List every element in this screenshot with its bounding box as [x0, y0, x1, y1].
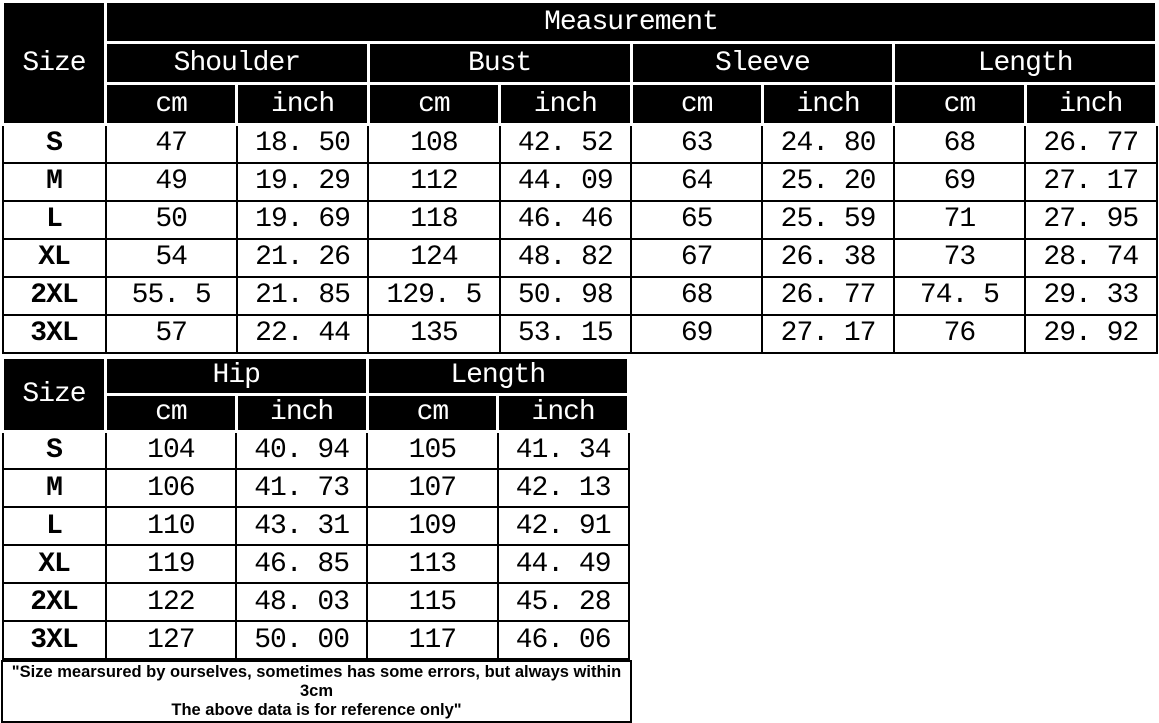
hip-length-table-body — [3, 431, 629, 659]
group-header-length: Length — [894, 43, 1157, 84]
table-cell: 45. 28 — [498, 583, 629, 621]
header-row-groups — [3, 43, 1157, 84]
footnote — [1, 660, 632, 723]
unit-header: inch — [498, 394, 629, 431]
size-row-label: M — [3, 163, 106, 201]
table-row — [3, 125, 1157, 163]
unit-header: cm — [106, 394, 237, 431]
table-cell: 110 — [106, 507, 237, 545]
table-cell: 19. 29 — [237, 163, 368, 201]
table-cell: 113 — [367, 545, 498, 583]
table-cell: 74. 5 — [894, 277, 1025, 315]
table-cell: 108 — [368, 125, 499, 163]
table-cell: 50 — [106, 201, 237, 239]
table-cell: 26. 38 — [762, 239, 893, 277]
table-cell: 119 — [106, 545, 237, 583]
table-cell: 55. 5 — [106, 277, 237, 315]
group-header-hip: Hip — [106, 357, 368, 394]
table-cell: 47 — [106, 125, 237, 163]
table-cell: 46. 06 — [498, 621, 629, 659]
table-cell: 124 — [368, 239, 499, 277]
table-cell: 135 — [368, 315, 499, 353]
measurement-table — [1, 0, 1158, 354]
table-cell: 28. 74 — [1025, 239, 1156, 277]
table-cell: 65 — [631, 201, 762, 239]
table-row — [3, 431, 629, 469]
table-row — [3, 315, 1157, 353]
size-row-label: L — [3, 201, 106, 239]
table-cell: 48. 03 — [236, 583, 367, 621]
group-header-shoulder: Shoulder — [106, 43, 369, 84]
unit-header: cm — [367, 394, 498, 431]
table-cell: 76 — [894, 315, 1025, 353]
size-corner-header: Size — [3, 2, 106, 125]
unit-header: cm — [894, 84, 1025, 125]
unit-header: inch — [762, 84, 893, 125]
table-cell: 127 — [106, 621, 237, 659]
table-cell: 129. 5 — [368, 277, 499, 315]
table-cell: 42. 91 — [498, 507, 629, 545]
table-cell: 40. 94 — [236, 431, 367, 469]
size-row-label: 3XL — [3, 621, 106, 659]
measurement-table-header — [3, 2, 1157, 125]
table-cell: 53. 15 — [500, 315, 631, 353]
table-cell: 44. 49 — [498, 545, 629, 583]
size-row-label: 3XL — [3, 315, 106, 353]
table-row — [3, 469, 629, 507]
unit-header: cm — [368, 84, 499, 125]
header-row-groups — [3, 357, 629, 394]
table-cell: 46. 46 — [500, 201, 631, 239]
table-cell: 25. 20 — [762, 163, 893, 201]
table-cell: 46. 85 — [236, 545, 367, 583]
table-cell: 117 — [367, 621, 498, 659]
table-cell: 42. 52 — [500, 125, 631, 163]
table-cell: 27. 95 — [1025, 201, 1156, 239]
size-corner-header: Size — [3, 357, 106, 431]
size-row-label: S — [3, 431, 106, 469]
table-cell: 107 — [367, 469, 498, 507]
footnote-line-2: The above data is for reference only" — [171, 701, 462, 719]
table-cell: 41. 73 — [236, 469, 367, 507]
table-cell: 50. 00 — [236, 621, 367, 659]
table-cell: 57 — [106, 315, 237, 353]
table-cell: 22. 44 — [237, 315, 368, 353]
group-header-sleeve: Sleeve — [631, 43, 894, 84]
table-cell: 69 — [631, 315, 762, 353]
group-header-bust: Bust — [368, 43, 631, 84]
header-row-title — [3, 2, 1157, 43]
size-row-label: S — [3, 125, 106, 163]
table-cell: 19. 69 — [237, 201, 368, 239]
table-cell: 29. 92 — [1025, 315, 1156, 353]
table-cell: 21. 26 — [237, 239, 368, 277]
table-cell: 25. 59 — [762, 201, 893, 239]
table-cell: 27. 17 — [762, 315, 893, 353]
unit-header: inch — [500, 84, 631, 125]
unit-header: cm — [106, 84, 237, 125]
table-cell: 27. 17 — [1025, 163, 1156, 201]
table-cell: 44. 09 — [500, 163, 631, 201]
table-cell: 67 — [631, 239, 762, 277]
table-row — [3, 545, 629, 583]
size-row-label: L — [3, 507, 106, 545]
table-cell: 43. 31 — [236, 507, 367, 545]
size-row-label: XL — [3, 545, 106, 583]
table-row — [3, 621, 629, 659]
table-cell: 69 — [894, 163, 1025, 201]
table-row — [3, 201, 1157, 239]
unit-header: cm — [631, 84, 762, 125]
table-cell: 29. 33 — [1025, 277, 1156, 315]
table-cell: 63 — [631, 125, 762, 163]
table-cell: 118 — [368, 201, 499, 239]
table-cell: 106 — [106, 469, 237, 507]
measurement-title: Measurement — [106, 2, 1157, 43]
table-cell: 112 — [368, 163, 499, 201]
size-row-label: M — [3, 469, 106, 507]
header-row-units — [3, 84, 1157, 125]
table-cell: 18. 50 — [237, 125, 368, 163]
table-cell: 49 — [106, 163, 237, 201]
table-row — [3, 583, 629, 621]
table-cell: 48. 82 — [500, 239, 631, 277]
table-row — [3, 239, 1157, 277]
table-cell: 109 — [367, 507, 498, 545]
table-cell: 68 — [894, 125, 1025, 163]
table-cell: 64 — [631, 163, 762, 201]
table-cell: 105 — [367, 431, 498, 469]
table-cell: 122 — [106, 583, 237, 621]
table-cell: 73 — [894, 239, 1025, 277]
hip-length-table — [1, 356, 630, 661]
table-cell: 24. 80 — [762, 125, 893, 163]
table-row — [3, 277, 1157, 315]
table-row — [3, 507, 629, 545]
table-cell: 68 — [631, 277, 762, 315]
unit-header: inch — [237, 84, 368, 125]
table-cell: 41. 34 — [498, 431, 629, 469]
table-cell: 50. 98 — [500, 277, 631, 315]
hip-length-table-header — [3, 357, 629, 431]
unit-header: inch — [1025, 84, 1156, 125]
table-row — [3, 163, 1157, 201]
table-cell: 21. 85 — [237, 277, 368, 315]
measurement-table-body — [3, 125, 1157, 353]
table-cell: 71 — [894, 201, 1025, 239]
table-cell: 26. 77 — [1025, 125, 1156, 163]
table-cell: 54 — [106, 239, 237, 277]
size-row-label: XL — [3, 239, 106, 277]
footnote-line-1: "Size mearsured by ourselves, sometimes has some errors, but always within 3cm — [11, 663, 622, 700]
table-cell: 104 — [106, 431, 237, 469]
table-cell: 42. 13 — [498, 469, 629, 507]
size-row-label: 2XL — [3, 277, 106, 315]
group-header-length: Length — [367, 357, 629, 394]
table-cell: 115 — [367, 583, 498, 621]
size-row-label: 2XL — [3, 583, 106, 621]
unit-header: inch — [236, 394, 367, 431]
table-cell: 26. 77 — [762, 277, 893, 315]
